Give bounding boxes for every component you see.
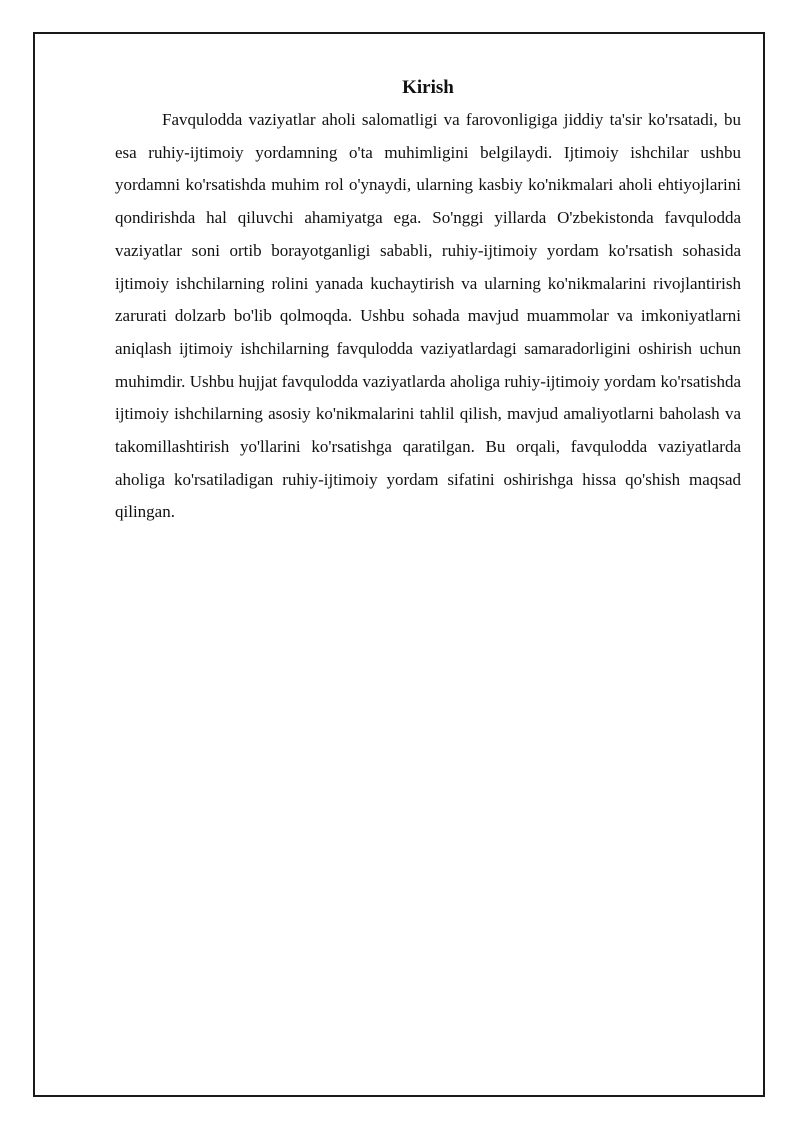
intro-paragraph: Favqulodda vaziyatlar aholi salomatligi va farovonligiga jiddiy ta'sir ko'rsatadi, bu esa ruhiy-ijtimoiy yordamning o'ta muhimligini belgilaydi. Ijtimoiy ishchilar ushbu yordamni ko'rsatishda muhim rol o'ynaydi, ularning kasbiy ko'nikmalari aholi ehtiyojlarini qondirishda hal qiluvchi ahamiyatga ega. So'nggi yillarda O'zbekistonda favqulodda vaziyatlar soni ortib borayotganligi sababli, ruhiy-ijtimoiy yordam ko'rsatish sohasida ijtimoiy ishchilarning rolini yanada kuchaytirish va ularning ko'nikmalarini rivojlantirish zarurati dolzarb bo'lib qolmoqda. Ushbu sohada mavjud muammolar va imkoniyatlarni aniqlash ijtimoiy ishchilarning favqulodda vaziyatlardagi samaradorligini oshirish uchun muhimdir. Ushbu hujjat favqulodda vaziyatlarda aholiga ruhiy-ijtimoiy yordam ko'rsatishda ijtimoiy ishchilarning asosiy ko'nikmalarini tahlil qilish, mavjud amaliyotlarni baholash va takomillashtirish yo'llarini ko'rsatishga qaratilgan. Bu orqali, favqulodda vaziyatlarda aholiga ko'rsatiladigan ruhiy-ijtimoiy yordam sifatini oshirishga hissa qo'shish maqsad qilingan. <box>115 110 741 522</box>
document-body <box>115 74 741 529</box>
section-title: Kirish <box>402 77 454 98</box>
